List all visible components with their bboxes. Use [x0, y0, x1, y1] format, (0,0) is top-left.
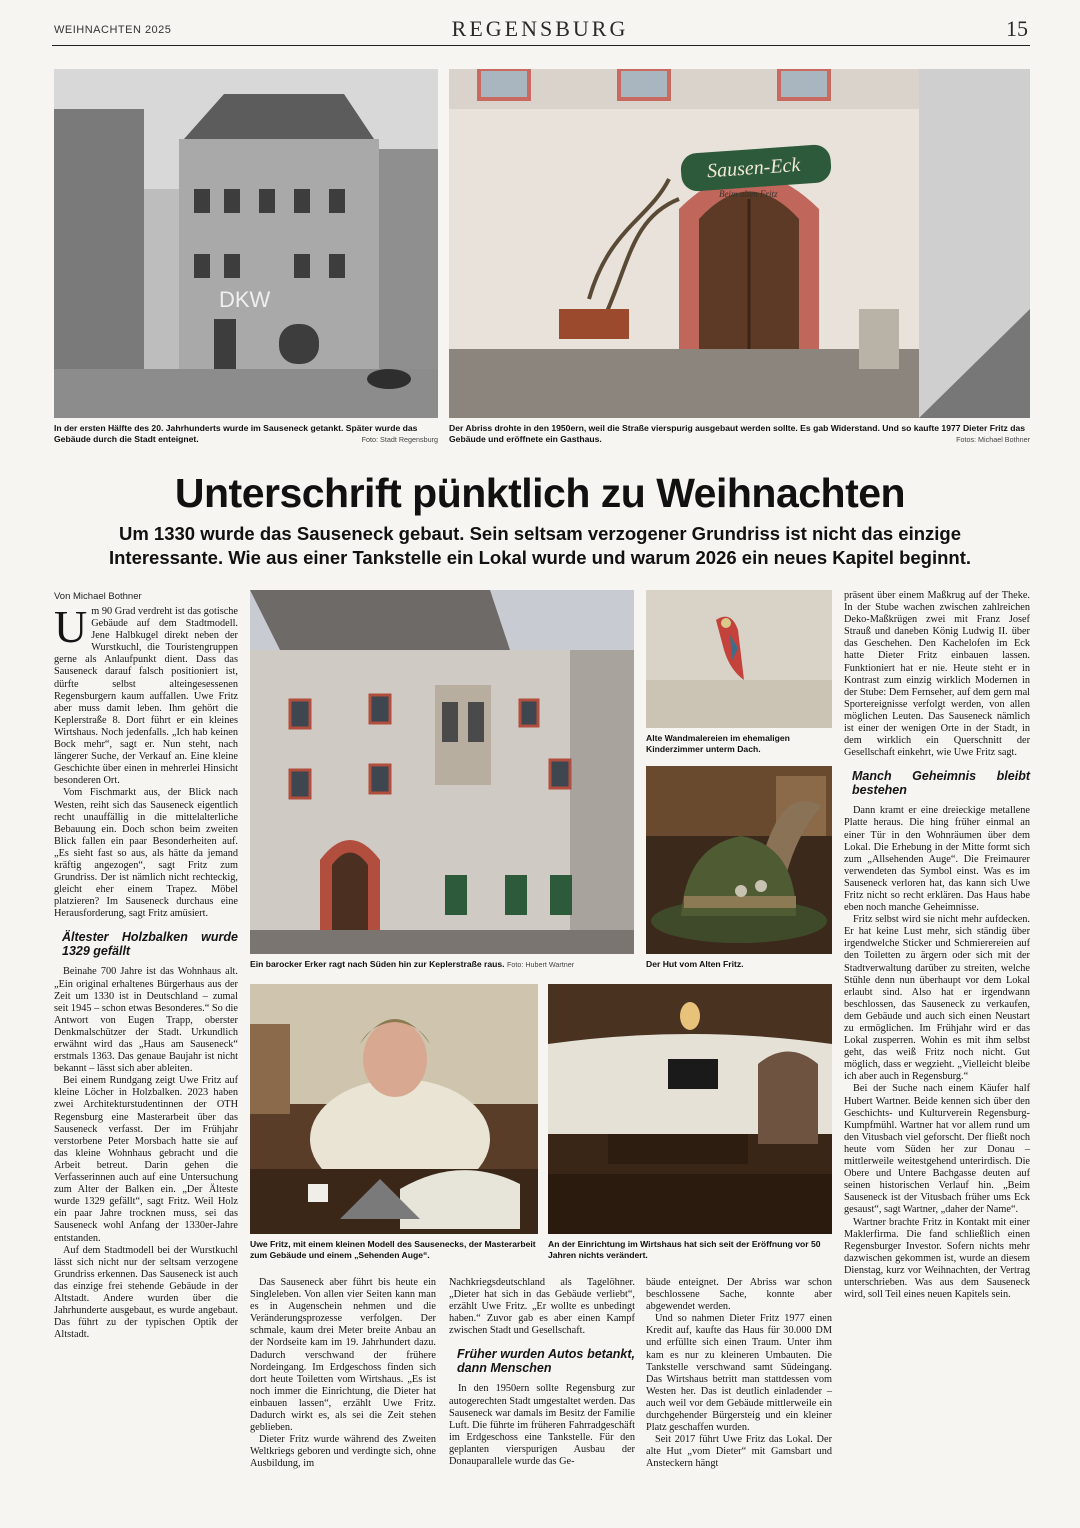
dkw-sign-text: DKW: [219, 287, 271, 312]
photo-credit: Foto: Hubert Wartner: [506, 960, 575, 969]
sausen-eck-sign: Sausen-Eck: [706, 153, 801, 183]
article-column-4: bäude enteignet. Der Abriss war schon beschlossene Sache, konnte aber abgewendet werden. Und so nahmen Dieter Fritz 1977 einen Kredit auf, kaufte das Haus für 30.000 DM und erfüllte sich einen Traum. Unter ihm kam es nur zu kleineren Umbauten. Die Tankstelle verschwand samt Südeingang. Das Wirtshaus betritt man stattdessen vom Westen her. Das ist deutlich einladender – auch weil vor dem Gebäude mittlerweile ein durchgehender Bürgersteig und ein kleiner Platz geschaffen wurden. Seit 2017 führt Uwe Fritz das Lokal. Der alte Hut „vom Dieter“ mit Gamsbart und Ansteckern hängt: [646, 1277, 832, 1470]
subheading: Früher wurden Autos betankt, dann Menschen: [457, 1347, 635, 1376]
subheading: Ältester Holzbalken wurde 1329 gefällt: [62, 930, 238, 959]
byline: Von Michael Bothner: [54, 591, 142, 602]
article-column-5: präsent über einem Maßkrug auf der Theke. In der Stube wachen zwischen zahlreichen Deko-Maßkrügen zwei mit Franz Josef Strauß und daneben König Ludwig II. über das Geschehen. Den Kachelofen im Eck hatte Dieter Fritz einbauen lassen. Funktioniert hat er nie. Heute steht er in Kontrast zum einzig wirklich Modernen in der Stube: Dem Fernseher, auf dem gern mal Sportereignisse verfolgt werden, von allen möglichen Leuten. Das Sauseneck nämlich ist einer der wenigen Orte in der Stadt, in dem wirklich ein Querschnitt der Gesellschaft einkehrt, wie Uwe Fritz sagt. Manch Geheimnis bleibt bestehen Dann kramt er eine dreieckige metallene Platte heraus. Die hing früher einmal an einer Tür in den Wohnräumen über dem Lokal. Die Erhebung in der Mitte formt sich zum „Allsehenden Auge“. Die Freimaurer verwendeten das Symbol einst. Was es im Sauseneck verloren hat, das kann sich Uwe Fritz nicht so recht erklären. Das Haus habe eben noch manche Geheimnisse. Fritz selbst wird sie nicht mehr aufdecken. Er hat keine Lust mehr, sich ständig über irgendwelche Sticker und Schmierereien auf den Toiletten zu ärgern oder sich mit der Stadtverwaltung darüber zu streiten, welche Stühle denn nun überhaupt vor dem Lokal erlaubt sind. Also hat er irgendwann beschlossen, das Sauseneck zu verkaufen, dem Gebäude und auch sich einen Neustart zu ermöglichen. Im Frühjahr wird er das Lokal zusperren. Wohin es mit ihm selbst geht, das weiß Fritz noch nicht. Gut möglich, dass er wegzieht. „Vielleicht bleibe ich aber auch in Regensburg.“ Bei der Suche nach einem Käufer half Hubert Wartner. Beide kennen sich über den Geschichts- und Kulturverein Regensburg-Kumpfmühl. Wartner hat vor allem rund um den Vitusbach viel geforscht. Der fließt noch heute vom Süden her zur Donau – mittlerweile weitestgehend unterirdisch. Die Obere und Untere Bachgasse deuten auf seinen historischen Verlauf hin. „Beim Sauseneck ist der Vitusbach früher ums Eck gesaust“, sagt Wartner, „daher der Name“. Wartner brachte Fritz in Kontakt mit einer Maklerfirma. Die fand schließlich einen Regensburger Investor. Sofern nichts mehr dazwischen gekommen ist, wurde an diesem Dienstag, kurz vor Weihnachten, der Vertrag unterschrieben. Was aus dem Sauseneck wird, soll Teil eines neuen Kapitels sein.: [844, 590, 1030, 1301]
photo-caption: An der Einrichtung im Wirtshaus hat sich seit der Eröffnung vor 50 Jahren nichts verändert.: [548, 1239, 821, 1261]
article-column-2: Das Sauseneck aber führt bis heute ein Singleleben. Von allen vier Seiten kann man es in Augenschein nehmen und die Veränderungsprozesse verfolgen. Der schmale, kaum drei Meter breite Anbau an der Nordseite kam im 19. Jahrhundert dazu. Dadurch verschwand der frühere Nordeingang. Im Erdgeschoss finden sich dort heute Toiletten vom Wirtshaus. „Es ist noch immer die Einrichtung, die Dieter hat einbauen lassen“, erzählt Uwe Fritz. Dadurch wirkt es, als sei die Zeit stehen geblieben. Dieter Fritz wurde während des Zweiten Weltkriegs geboren und verdingte sich, ohne Ausbildung, im: [250, 1277, 436, 1470]
masthead-rule: [52, 45, 1030, 46]
section-title: REGENSBURG: [451, 16, 629, 41]
sign-subtitle: Beim alten Fritz: [719, 189, 778, 199]
photo-historic-sauseneck: [54, 69, 438, 418]
drop-cap: U: [54, 601, 88, 652]
photo-entrance: [449, 69, 1030, 418]
photo-caption: Der Hut vom Alten Fritz.: [646, 959, 744, 969]
photo-interior: [548, 984, 832, 1234]
photo-credit: Fotos: Michael Bothner: [956, 435, 1030, 445]
photo-caption: Ein barocker Erker ragt nach Süden hin zur Keplerstraße raus. Foto: Hubert Wartner: [250, 959, 575, 969]
photo-caption: In der ersten Hälfte des 20. Jahrhunderts wurde im Sauseneck getankt. Später wurde das Gebäude durch die Stadt enteignet. Foto: Stadt Regensburg: [54, 423, 438, 445]
photo-caption: Alte Wandmalereien im ehemaligen Kinderzimmer unterm Dach.: [646, 733, 790, 755]
photo-exterior-erker: [250, 590, 634, 954]
photo-caption: Der Abriss drohte in den 1950ern, weil die Straße vierspurig ausgebaut werden sollte. Es gab Widerstand. Und so kaufte 1977 Dieter Fritz das Gebäude und eröffnete ein Gasthaus. Fotos: Michael Bothner: [449, 423, 1030, 445]
photo-caption: Uwe Fritz, mit einem kleinen Modell des Sausenecks, der Masterarbeit zum Gebäude und einem „Sehenden Auge“.: [250, 1239, 536, 1261]
issue-label: WEIHNACHTEN 2025: [54, 24, 172, 36]
photo-wall-painting: [646, 590, 832, 728]
subheading: Manch Geheimnis bleibt bestehen: [852, 769, 1030, 798]
photo-uwe-fritz: [250, 984, 538, 1234]
article-column-3: Nachkriegsdeutschland als Tagelöhner. „Dieter hat sich in das Gebäude verliebt“, erzählt Uwe Fritz. „Er wollte es unbedingt haben.“ Zuvor gab es aber einen Kampf zwischen Stadt und Gesellschaft. Früher wurden Autos betankt, dann Menschen In den 1950ern sollte Regensburg zur autogerechten Stadt umgestaltet werden. Das Sauseneck war damals im Besitz der Familie Luft. Die führte im früheren Fahrradgeschäft im Erdgeschoss eine Tankstelle. Für den geplanten vierspurigen Ausbau der Donauparallele wurde das Ge-: [449, 1277, 635, 1468]
subheadline: Um 1330 wurde das Sauseneck gebaut. Sein seltsam verzogener Grundriss ist nicht das einzige Interessante. Wie aus einer Tankstelle ein Lokal wurde und warum 2026 ein neues Kapitel beginnt.: [108, 523, 972, 568]
article-column-1: Um 90 Grad verdreht ist das gotische Gebäude auf dem Stadtmodell. Jene Halbkugel direkt neben der Wurstkuchl, die Touristengruppen gerne als Anlaufpunkt dient. Dass das Sauseneck darauf falsch positioniert ist, dürfte selbst alteingesessenen Regensburgern kaum auffallen. Uwe Fritz aber muss damit leben. Ihm gehört die Keplerstraße 8. Dort führt er ein kleines Wirtshaus. Noch jedenfalls. „Ich hab keinen Bock mehr“, sagt er. Nun steht, nach längerer Suche, der Verkauf an. Eine kleine Geschichte über einen in mehrerlei Hinsicht besonderen Ort. Vom Fischmarkt aus, der Blick nach Westen, reiht sich das Sauseneck eigentlich recht unauffällig in die mittelalterliche Bebauung ein. Doch schon beim zweiten Blick fallen ein paar Besonderheiten auf. „Es sieht fast so aus, als hätte da jemand kräftig angezogen“, sagt Fritz zum Grundriss. Der ist nämlich nicht rechteckig, gleicht eher einem Trapez. Möbel platzieren? Im Sauseneck durchaus eine Herausforderung, sagt Fritz amüsiert. Ältester Holzbalken wurde 1329 gefällt Beinahe 700 Jahre ist das Wohnhaus alt. „Ein original erhaltenes Bürgerhaus aus der Zeit um 1330 ist in Deutschland – zumal seit 1945 – schon etwas Besonderes.“ So die Antwort von Eugen Trapp, oberster Denkmalschützer der Stadt. Urkundlich erwähnt wird das „Haus am Sauseneck“ erstmals 1363. Das genaue Baujahr ist nicht bekannt – lässt sich aber ableiten. Bei einem Rundgang zeigt Uwe Fritz auf kleine Löcher in Holzbalken. 2023 haben zwei Architekturstudentinnen der OTH Regensburg eine Masterarbeit über das Sauseneck verfasst. Der im Frühjahr verstorbene Peter Morsbach hatte sie auf das kleine Wohnhaus gebracht und die Arbeit betreut. Darin gehen die Verfasserinnen auch auf eine Untersuchung zum Alter der Balken ein. „Der Älteste wurde 1329 gefällt“, sagt Fritz. Weil Holz ein paar Jahre trocknen muss, sei das Sauseneck wohl Anfang der 1330er-Jahre entstanden. Auf dem Stadtmodell bei der Wurstkuchl lässt sich nicht nur der seltsam verzogene Grundriss erkennen. Das Sauseneck ist auch das einzige frei stehende Gebäude in der Altstadt. Andere wurden über die Jahrhunderte ausgebaut, es wurde angebaut. Das führt zu der typischen Optik der Altstadt.: [54, 601, 238, 1341]
photo-credit: Foto: Stadt Regensburg: [361, 435, 438, 445]
page-number: 15: [1006, 16, 1028, 41]
headline: Unterschrift pünktlich zu Weihnachten: [174, 470, 906, 516]
photo-hat: [646, 766, 832, 954]
